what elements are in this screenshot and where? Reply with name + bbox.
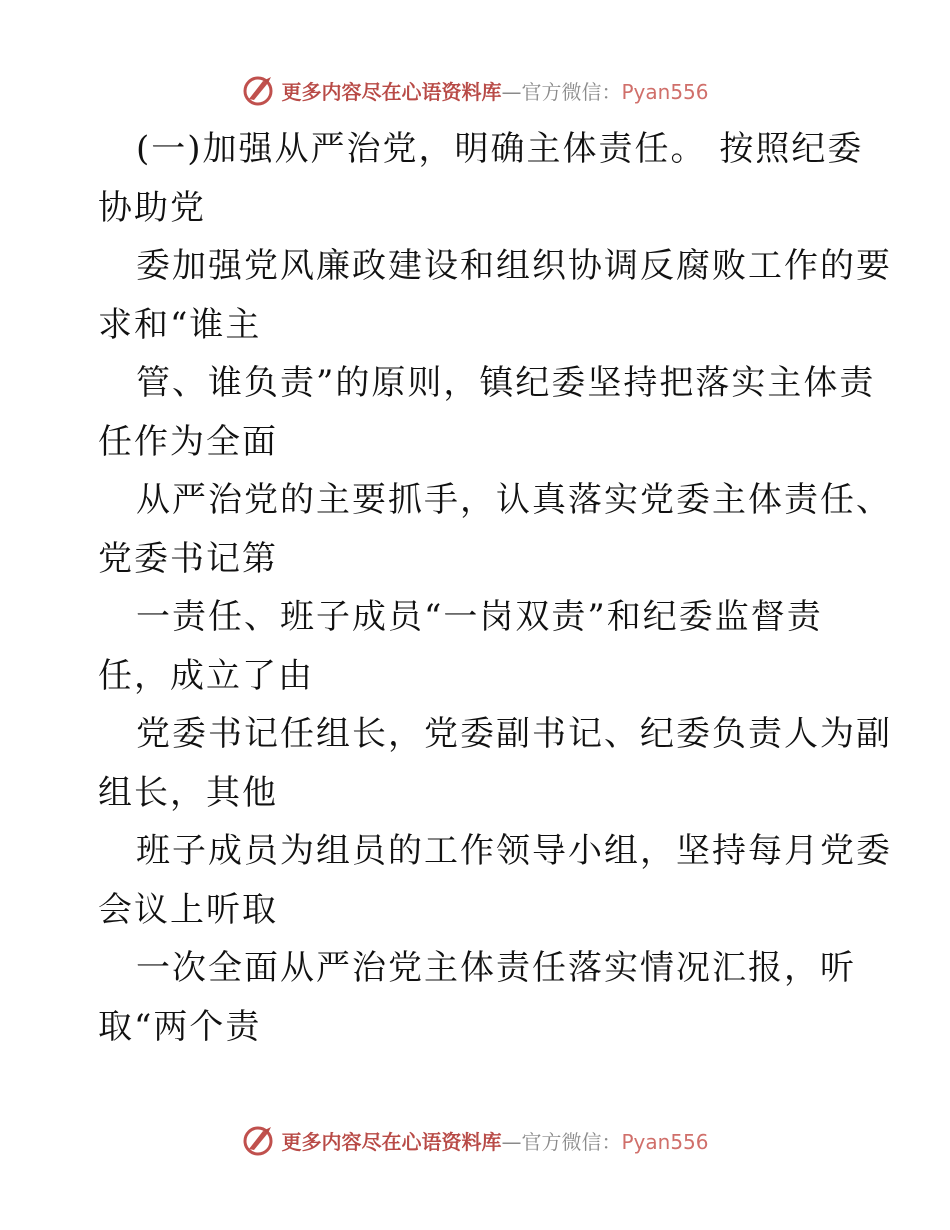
text-line: 会议上听取 (98, 889, 278, 930)
document-body (98, 120, 892, 1056)
text-line: 任作为全面 (98, 421, 278, 462)
text-line: 一责任、班子成员“一岗双责”和纪委监督责 (136, 597, 823, 637)
footer-wechat-id: Pyan556 (621, 1129, 709, 1154)
text-line: 求和“谁主 (98, 304, 262, 345)
text-line: 班子成员为组员的工作领导小组，坚持每月党委 (136, 831, 892, 871)
text-line: 委加强党风廉政建设和组织协调反腐败工作的要 (136, 246, 892, 286)
text-line: 党委书记第 (98, 538, 278, 579)
header-banner-text (281, 76, 708, 105)
header-watermark-banner (0, 70, 950, 110)
text-line: 从严治党的主要抓手，认真落实党委主体责任、 (136, 480, 892, 520)
text-line: 组长，其他 (98, 772, 278, 813)
text-line: (一)加强从严治党，明确主体责任。 按照纪委 (136, 129, 864, 169)
text-line: 任，成立了由 (98, 655, 314, 696)
text-line: 一次全面从严治党主体责任落实情况汇报，听 (136, 948, 856, 988)
footer-watermark-banner (0, 1120, 950, 1160)
header-wechat-id: Pyan556 (621, 79, 709, 104)
text-line: 管、谁负责”的原则，镇纪委坚持把落实主体责 (136, 363, 876, 403)
header-site-text: 更多内容尽在心语资料库 (281, 79, 502, 104)
header-wechat-label: 官方微信： (521, 79, 622, 104)
text-line: 党委书记任组长，党委副书记、纪委负责人为副 (136, 714, 892, 754)
feather-pen-logo-icon (241, 73, 275, 107)
text-line: 取“两个责 (98, 1006, 262, 1047)
footer-banner-text (281, 1126, 708, 1155)
footer-separator: — (501, 1129, 522, 1154)
footer-site-text: 更多内容尽在心语资料库 (281, 1129, 502, 1154)
header-separator: — (501, 79, 522, 104)
text-line: 协助党 (98, 187, 206, 228)
feather-pen-logo-icon (241, 1123, 275, 1157)
footer-wechat-label: 官方微信： (521, 1129, 622, 1154)
